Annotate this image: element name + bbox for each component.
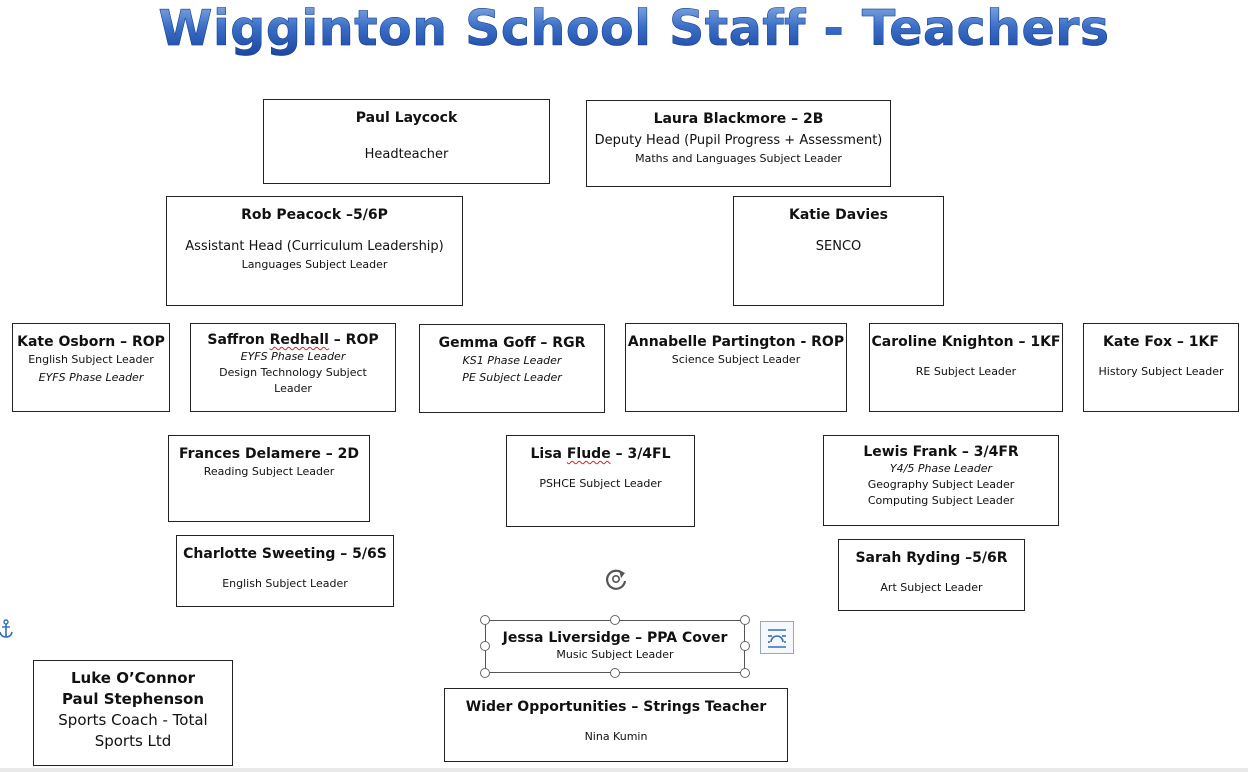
staff-box-kate-fox[interactable]: [1083, 323, 1239, 412]
staff-name: Caroline Knighton – 1KF: [871, 334, 1061, 350]
staff-role: Deputy Head (Pupil Progress + Assessment): [594, 133, 883, 148]
staff-name: Lewis Frank – 3/4FR: [863, 444, 1019, 460]
resize-handle-top[interactable]: [610, 615, 620, 625]
layout-options-button[interactable]: [760, 621, 794, 654]
page-title: Wigginton School Staff - Teachers: [0, 0, 1248, 60]
staff-box-gemma-goff[interactable]: [419, 324, 605, 413]
staff-role: Science Subject Leader: [671, 353, 801, 366]
staff-name: Charlotte Sweeting – 5/6S: [183, 546, 387, 562]
staff-name: Paul Laycock: [355, 110, 458, 126]
staff-name: Kate Fox – 1KF: [1103, 334, 1219, 350]
staff-role: PSHCE Subject Leader: [539, 477, 662, 490]
rotate-handle-icon[interactable]: [602, 565, 630, 593]
staff-box-annabelle-partington[interactable]: [625, 323, 847, 412]
staff-role: Maths and Languages Subject Leader: [635, 152, 842, 165]
page-bottom-edge: [0, 768, 1248, 772]
spellcheck-underline: Redhall: [269, 332, 329, 348]
staff-role: RE Subject Leader: [915, 365, 1017, 378]
staff-role: EYFS Phase Leader: [38, 371, 144, 384]
staff-box-kate-osborn[interactable]: [12, 323, 170, 412]
staff-role: Assistant Head (Curriculum Leadership): [185, 239, 444, 254]
staff-box-frances-delamere[interactable]: [168, 435, 370, 522]
staff-role: English Subject Leader: [28, 353, 154, 366]
staff-role: Languages Subject Leader: [241, 258, 388, 271]
staff-box-caroline-knighton[interactable]: [869, 323, 1063, 412]
staff-role: SENCO: [815, 239, 862, 254]
staff-role: Design Technology Subject Leader: [219, 366, 367, 395]
staff-box-sports-coaches[interactable]: [33, 660, 233, 766]
staff-box-paul-laycock[interactable]: [263, 99, 550, 184]
staff-box-wider-opportunities[interactable]: [444, 688, 788, 762]
resize-handle-bottom-right[interactable]: [740, 668, 750, 678]
resize-handle-top-right[interactable]: [740, 615, 750, 625]
staff-name: Gemma Goff – RGR: [438, 335, 586, 351]
staff-name: Jessa Liversidge – PPA Cover: [502, 630, 728, 646]
selection-frame: [485, 620, 745, 673]
staff-name: Paul Stephenson: [61, 690, 205, 708]
staff-name: Laura Blackmore – 2B: [653, 111, 824, 127]
staff-name: Annabelle Partington - ROP: [627, 334, 845, 350]
staff-box-saffron-redhall[interactable]: [190, 323, 396, 412]
anchor-icon: [0, 619, 16, 639]
staff-role: Headteacher: [364, 147, 449, 162]
staff-box-lewis-frank[interactable]: [823, 435, 1059, 526]
resize-handle-bottom-left[interactable]: [480, 668, 490, 678]
staff-role: English Subject Leader: [222, 577, 348, 590]
staff-box-rob-peacock[interactable]: [166, 196, 463, 306]
staff-role: Music Subject Leader: [556, 648, 674, 661]
staff-name: Rob Peacock –5/6P: [241, 207, 388, 223]
staff-role: Y4/5 Phase Leader: [889, 462, 993, 475]
staff-role: PE Subject Leader: [462, 371, 562, 384]
staff-role: KS1 Phase Leader: [462, 354, 562, 367]
staff-name: Sarah Ryding –5/6R: [855, 550, 1008, 566]
resize-handle-left[interactable]: [480, 641, 490, 651]
staff-name: Lisa Flude – 3/4FL: [530, 446, 671, 462]
staff-role: Art Subject Leader: [880, 581, 983, 594]
staff-name: Frances Delamere – 2D: [179, 446, 359, 462]
spellcheck-underline: Flude: [566, 446, 611, 462]
staff-name: Kate Osborn – ROP: [17, 334, 165, 350]
staff-role: Reading Subject Leader: [203, 465, 335, 478]
staff-name: Katie Davies: [789, 207, 888, 223]
layout-options-icon: [761, 622, 793, 653]
resize-handle-bottom[interactable]: [610, 668, 620, 678]
staff-box-laura-blackmore[interactable]: [586, 100, 891, 187]
staff-role: Sports Coach - Total Sports Ltd: [58, 711, 208, 750]
staff-box-sarah-ryding[interactable]: [838, 539, 1025, 611]
staff-role: Geography Subject Leader: [867, 478, 1015, 491]
staff-name: Wider Opportunities – Strings Teacher: [465, 699, 767, 715]
staff-box-charlotte-sweeting[interactable]: [176, 535, 394, 607]
staff-role: Nina Kumin: [584, 730, 648, 743]
staff-role: Computing Subject Leader: [867, 494, 1015, 507]
staff-role: History Subject Leader: [1098, 365, 1224, 378]
resize-handle-top-left[interactable]: [480, 615, 490, 625]
staff-box-lisa-flude[interactable]: [506, 435, 695, 527]
staff-name: Luke O’Connor: [70, 669, 196, 687]
staff-name: Saffron Redhall – ROP: [207, 332, 379, 348]
staff-box-katie-davies[interactable]: [733, 196, 944, 306]
resize-handle-right[interactable]: [740, 641, 750, 651]
staff-role: EYFS Phase Leader: [240, 350, 346, 363]
